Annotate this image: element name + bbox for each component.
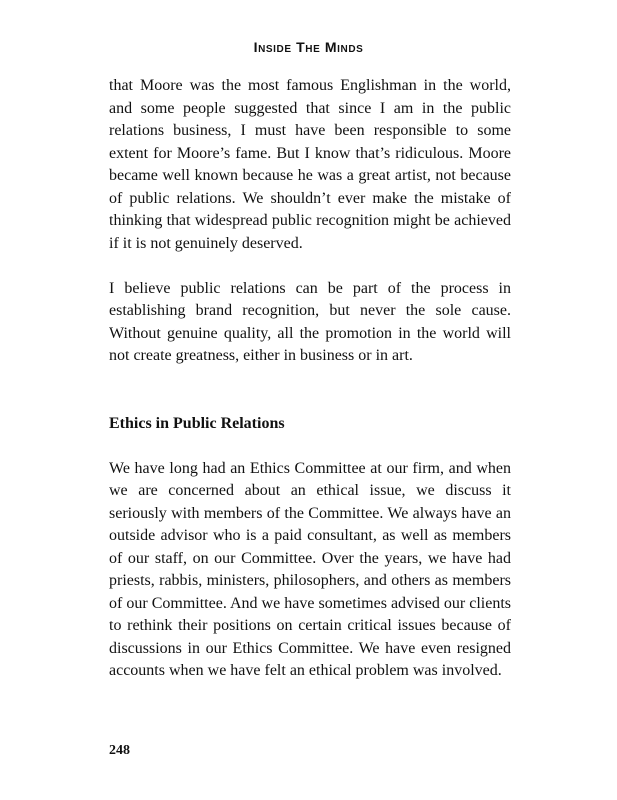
paragraph-brand-recognition: I believe public relations can be part of the process in establishing brand recognition, but never the sole cause. Without genuine quality, all the promotion in the world will not create greatness, either in business or in art. <box>109 279 511 364</box>
paragraph-moore-fame: that Moore was the most famous Englishman in the world, and some people suggested that since I am in the public relations business, I must have been responsible to some extent for Moore’s fame. But I know that’s ridiculous. Moore became well known because he was a great artist, not because of public relations. We shouldn’t ever make the mistake of thinking that widespread public recognition might be achieved if it is not genuinely deserved. <box>109 77 511 252</box>
paragraph-ethics-committee: We have long had an Ethics Committee at our firm, and when we are concerned about an ethical issue, we discuss it seriously with members of the Committee. We always have an outside advisor who is a paid consultant, as well as members of our staff, on our Committee. Over the years, we have had priests, rabbis, ministers, philosophers, and others as members of our Committee. And we have sometimes advised our clients to rethink their positions on certain critical issues because of discussions in our Ethics Committee. We have even resigned accounts when we have felt an ethical problem was involved. <box>109 459 511 679</box>
running-header: Inside The Minds <box>253 39 364 55</box>
body-text <box>109 75 511 705</box>
section-heading: Ethics in Public Relations <box>109 414 285 432</box>
page-number: 248 <box>109 743 130 758</box>
